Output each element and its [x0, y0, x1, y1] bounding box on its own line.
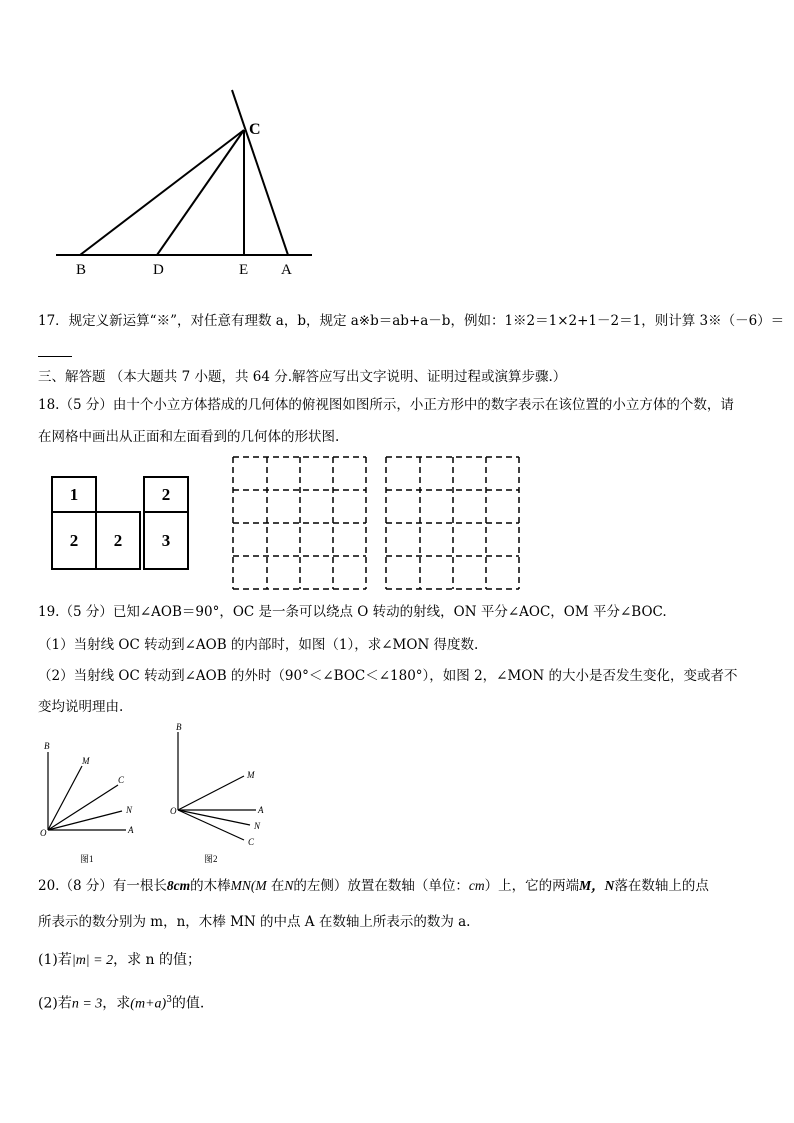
- fig2-caption: 图2: [204, 854, 218, 864]
- left-view-grid: [383, 454, 523, 592]
- question-18-line2: 在网格中画出从正面和左面看到的几何体的形状图.: [38, 429, 340, 445]
- fig2-label-b: B: [176, 722, 182, 732]
- top-view-figure: [51, 476, 191, 570]
- top-view-cell: 2: [143, 476, 189, 513]
- fig2-label-a: A: [258, 805, 264, 815]
- angle-figure-19-2: [168, 720, 278, 866]
- label-e: E: [239, 262, 249, 278]
- question-20-sub2: (2)若n = 3，求$(m+a)^3$的值.: [38, 995, 205, 1012]
- label-d: D: [153, 262, 164, 278]
- question-17: [38, 312, 784, 330]
- question-20-line2: 所表示的数分别为 m，n，木棒 MN 的中点 A 在数轴上所表示的数为 a.: [38, 914, 471, 930]
- label-c: C: [249, 121, 261, 138]
- top-view-cell: 2: [51, 511, 97, 570]
- line-cb: [80, 130, 244, 255]
- label-a: A: [281, 262, 292, 278]
- question-20-line1: 20.（8 分）有一根长8cm的木棒MN(M 在N的左侧）放置在数轴（单位：cm）上，它的两端M，N落在数轴上的点: [38, 878, 709, 894]
- fig2-label-o: O: [170, 806, 177, 816]
- angle-figure-19-1: [38, 738, 148, 866]
- fig1-label-b: B: [44, 741, 50, 751]
- section-header: [38, 368, 566, 386]
- line-ca-extended: [232, 90, 288, 255]
- fig2-label-m: M: [247, 770, 255, 780]
- answer-blank-17: [38, 356, 72, 357]
- question-17-text: 17．规定义新运算“※”，对任意有理数 a，b，规定 a※b＝ab+a－b，例如：1※2＝1×2+1－2＝1，则计算 3※（－6）＝: [38, 313, 785, 329]
- top-view-cell: 3: [143, 511, 189, 570]
- question-19-line4: 变均说明理由.: [38, 699, 124, 715]
- fig1-label-o: O: [40, 828, 47, 838]
- section-header-text: 三、解答题 （本大题共 7 小题，共 64 分.解答应写出文字说明、证明过程或演算步骤.）: [38, 369, 567, 385]
- fig1-label-c: C: [118, 775, 125, 785]
- fig2-label-c: C: [248, 837, 255, 847]
- question-19-line3: （2）当射线 OC 转动到∠AOB 的外时（90°＜∠BOC＜∠180°），如图 2，∠MON 的大小是否发生变化，变或者不: [38, 668, 738, 684]
- line-cd: [157, 130, 244, 255]
- label-b: B: [76, 262, 87, 278]
- front-view-grid: [230, 454, 370, 592]
- question-19-line1: 19.（5 分）已知∠AOB＝90°，OC 是一条可以绕点 O 转动的射线，ON 平分∠AOC，OM 平分∠BOC.: [38, 604, 667, 620]
- question-18-line1: 18.（5 分）由十个小立方体搭成的几何体的俯视图如图所示，小正方形中的数字表示在该位置的小立方体的个数，请: [38, 397, 734, 413]
- question-20-sub1: (1)若|m| = 2，求 n 的值；: [38, 952, 202, 968]
- angle-figure-16: [50, 88, 320, 280]
- fig1-label-a: A: [128, 825, 134, 835]
- fig1-label-m: M: [82, 756, 90, 766]
- question-19-line2: （1）当射线 OC 转动到∠AOB 的内部时，如图（1），求∠MON 得度数.: [38, 637, 479, 653]
- fig1-label-n: N: [126, 805, 133, 815]
- fig1-caption: 图1: [80, 854, 94, 864]
- top-view-cell: 1: [51, 476, 97, 513]
- fig2-label-n: N: [254, 821, 261, 831]
- top-view-cell: 2: [95, 511, 141, 570]
